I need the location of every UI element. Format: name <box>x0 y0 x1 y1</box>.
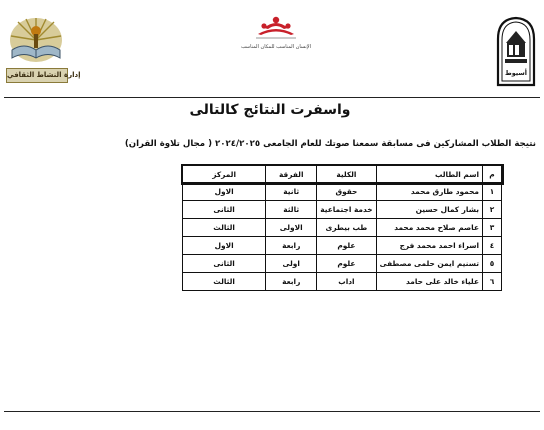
header-divider <box>4 97 540 98</box>
student-name: علياء خالد على حامد <box>376 273 482 291</box>
year: الاولى <box>266 219 317 237</box>
student-name: بشار كمال حسين <box>376 201 482 219</box>
rank: الثالث <box>183 219 266 237</box>
table-row <box>183 183 502 201</box>
student-name: اسراء احمد محمد فرج <box>376 237 482 255</box>
row-number: ٦ <box>483 273 502 291</box>
row-number: ٢ <box>483 201 502 219</box>
column-header-year: الفرقة <box>266 166 317 183</box>
center-logo-caption: الإنسان المناسب للمكان المناسب <box>241 44 311 50</box>
center-logo <box>236 14 316 60</box>
table-row <box>183 201 502 219</box>
faculty: علوم <box>317 255 376 273</box>
year: رابعة <box>266 273 317 291</box>
year: اولى <box>266 255 317 273</box>
page-title: واسفرت النتائج كالتالى <box>189 102 351 118</box>
rank: الاول <box>183 237 266 255</box>
faculty: خدمة اجتماعية <box>317 201 376 219</box>
university-seal-logo <box>494 15 538 87</box>
faculty: طب بيطرى <box>317 219 376 237</box>
people-emblem-icon <box>236 14 316 44</box>
row-number: ٤ <box>483 237 502 255</box>
university-seal-icon <box>494 15 538 87</box>
rank: الثانى <box>183 255 266 273</box>
year: رابعة <box>266 237 317 255</box>
student-name: محمود طارق محمد <box>376 183 482 201</box>
table-row <box>183 237 502 255</box>
faculty: حقوق <box>317 183 376 201</box>
logo-banner-text: إدارة النشاط الثقافي <box>6 68 68 83</box>
footer-divider <box>4 411 540 412</box>
book-and-torch-icon <box>6 14 66 68</box>
rank: الثالث <box>183 273 266 291</box>
table-header-row <box>183 166 502 183</box>
year: ثانية <box>266 183 317 201</box>
column-header-faculty: الكلية <box>317 166 376 183</box>
student-name: عاصم صلاح محمد محمد <box>376 219 482 237</box>
table-row <box>183 219 502 237</box>
faculty: اداب <box>317 273 376 291</box>
rank: الثانى <box>183 201 266 219</box>
student-name: تسنيم ايمن حلمى مصطفى <box>376 255 482 273</box>
column-header-number: م <box>483 166 502 183</box>
row-number: ١ <box>483 183 502 201</box>
rank: الاول <box>183 183 266 201</box>
table-row <box>183 255 502 273</box>
faculty: علوم <box>317 237 376 255</box>
row-number: ٥ <box>483 255 502 273</box>
competition-subtitle: نتيجة الطلاب المشاركين فى مسابقة سمعنا صوتك للعام الجامعى ٢٠٢٤/٢٠٢٥ ( مجال تلاوة القران) <box>124 139 536 149</box>
seal-label: أسيوط <box>504 69 528 77</box>
year: ثالثة <box>266 201 317 219</box>
table-row <box>183 273 502 291</box>
column-header-name: اسم الطالب <box>376 166 482 183</box>
cultural-activity-logo <box>6 14 81 80</box>
results-table <box>182 165 502 291</box>
row-number: ٣ <box>483 219 502 237</box>
column-header-rank: المركز <box>183 166 266 183</box>
